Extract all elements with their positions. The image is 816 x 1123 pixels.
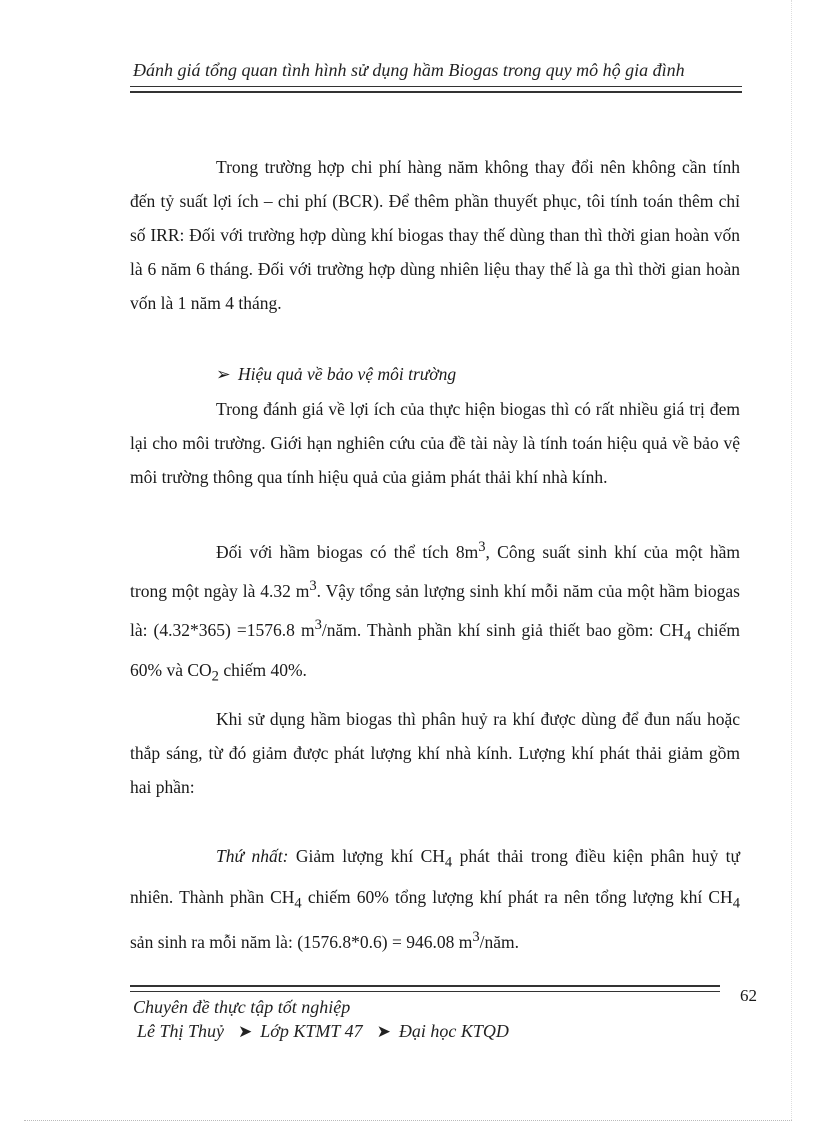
paragraph-emission-reduction [130,702,740,804]
section-heading-text: Hiệu quả về bảo vệ môi trường [238,364,457,384]
paragraph-text [130,530,740,693]
page-header-title: Đánh giá tổng quan tình hình sử dụng hầm Biogas trong quy mô hộ gia đình [133,60,685,80]
text-run: sản sinh ra mỗi năm là: (1576.8*0.6) = 946.08 m [130,931,473,952]
superscript: 3 [314,616,322,633]
subscript: 4 [444,854,453,871]
section-heading [130,357,740,391]
paragraph-text: Trong đánh giá về lợi ích của thực hiện biogas thì có rất nhiều giá trị đem lại cho môi trường. Giới hạn nghiên cứu của đề tài này là tính toán hiệu quả về bảo vệ môi trường thông qua tính hiệu quả của giảm phát thải khí nhà kính. [130,399,740,487]
footer-divider [130,985,720,992]
paragraph-text: Khi sử dụng hầm biogas thì phân huỷ ra khí được dùng để đun nấu hoặc thắp sáng, từ đó giảm được phát lượng khí nhà kính. Lượng khí phát thải giảm gồm hai phần: [130,709,740,797]
subscript: 2 [211,668,219,685]
text-run: /năm. [479,931,519,952]
paragraph-first-part [130,839,740,959]
paragraph-environment-intro [130,392,740,494]
arrow-separator-icon: ➤ [376,1022,391,1041]
superscript: 3 [309,577,317,594]
text-run: . Vậy tổng sản lượng sinh khí mỗi năm của một hầm biogas là: (4.32*365) =1576.8 m [130,580,740,640]
subscript: 4 [732,895,740,911]
text-run: chiếm 40%. [218,659,307,680]
footer-class: Lớp KTMT 47 [260,1021,363,1041]
subscript: 4 [294,895,302,911]
text-run: /năm. Thành phần khí sinh giả thiết bao gồm: CH [321,619,684,640]
page-border-bottom [24,1120,792,1121]
text-run: chiếm 60% và CO [130,619,741,680]
footer-author-line [137,1021,509,1042]
text-run: phát thải trong điều kiện phân huỷ tự nhiên. Thành phần CH [130,846,740,907]
page-number: 62 [740,986,757,1005]
superscript: 3 [472,929,480,945]
text-run: Đối với hầm biogas có thể tích 8m [216,541,479,562]
header-divider [130,86,742,93]
footer-school: Đại học KTQD [398,1021,509,1041]
text-run: Giảm lượng khí CH [288,846,445,866]
lead-in-text: Thứ nhất: [216,846,289,866]
paragraph-text: Trong trường hợp chi phí hàng năm không thay đổi nên không cần tính đến tỷ suất lợi ích – chi phí (BCR). Để thêm phần thuyết phục, tôi tính toán thêm chỉ số IRR: Đối với trường hợp dùng khí biogas thay thế dùng than thì thời gian hoàn vốn là 6 năm 6 tháng. Đối với trường hợp dùng nhiên liệu thay thế là ga thì thời gian hoàn vốn là 1 năm 4 tháng. [130,157,740,313]
arrow-separator-icon: ➤ [238,1022,253,1041]
text-run: , Công suất sinh khí của một hầm trong một ngày là 4.32 m [130,541,740,601]
page-border-right [791,0,792,1120]
paragraph-text [130,839,740,959]
subscript: 4 [683,627,692,644]
footer-report-title: Chuyên đề thực tập tốt nghiệp [133,997,351,1017]
footer-author: Lê Thị Thuỷ [137,1021,225,1041]
text-run: chiếm 60% tổng lượng khí phát ra nên tổng lượng khí CH [301,886,733,907]
paragraph-cost-analysis [130,150,740,320]
arrow-bullet-icon: ➢ [216,364,231,384]
superscript: 3 [478,539,486,555]
paragraph-gas-production [130,530,740,693]
